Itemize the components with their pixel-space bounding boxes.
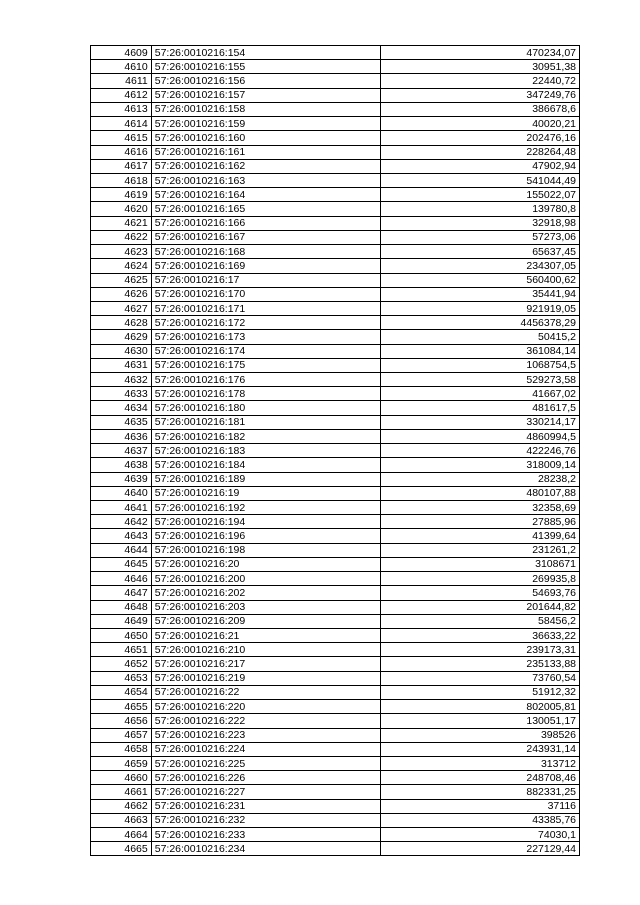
row-number-cell: 4615 — [91, 131, 152, 145]
table-row — [91, 628, 580, 642]
row-number-cell: 4646 — [91, 572, 152, 586]
table-row — [91, 316, 580, 330]
value-cell: 313712 — [380, 756, 579, 770]
table-row — [91, 785, 580, 799]
row-number-cell: 4616 — [91, 145, 152, 159]
row-number-cell: 4618 — [91, 173, 152, 187]
value-cell: 248708,46 — [380, 771, 579, 785]
value-cell: 202476,16 — [380, 131, 579, 145]
table-row — [91, 216, 580, 230]
table-row — [91, 46, 580, 60]
value-cell: 41667,02 — [380, 387, 579, 401]
table-row — [91, 700, 580, 714]
row-number-cell: 4663 — [91, 813, 152, 827]
cadastral-number-cell: 57:26:0010216:182 — [151, 429, 380, 443]
value-cell: 347249,76 — [380, 88, 579, 102]
row-number-cell: 4629 — [91, 330, 152, 344]
value-cell: 318009,14 — [380, 458, 579, 472]
row-number-cell: 4659 — [91, 756, 152, 770]
table-row — [91, 529, 580, 543]
value-cell: 4456378,29 — [380, 316, 579, 330]
table-row — [91, 614, 580, 628]
value-cell: 41399,64 — [380, 529, 579, 543]
value-cell: 57273,06 — [380, 230, 579, 244]
table-row — [91, 145, 580, 159]
cadastral-number-cell: 57:26:0010216:176 — [151, 373, 380, 387]
row-number-cell: 4637 — [91, 444, 152, 458]
table-row — [91, 756, 580, 770]
table-row — [91, 173, 580, 187]
table-row — [91, 742, 580, 756]
cadastral-number-cell: 57:26:0010216:164 — [151, 188, 380, 202]
value-cell: 50415,2 — [380, 330, 579, 344]
table-row — [91, 273, 580, 287]
value-cell: 51912,32 — [380, 685, 579, 699]
table-row — [91, 486, 580, 500]
table-row — [91, 799, 580, 813]
cadastral-number-cell: 57:26:0010216:192 — [151, 501, 380, 515]
table-row — [91, 60, 580, 74]
row-number-cell: 4609 — [91, 46, 152, 60]
value-cell: 529273,58 — [380, 373, 579, 387]
row-number-cell: 4658 — [91, 742, 152, 756]
table-row — [91, 358, 580, 372]
cadastral-number-cell: 57:26:0010216:175 — [151, 358, 380, 372]
value-cell: 386678,6 — [380, 102, 579, 116]
row-number-cell: 4649 — [91, 614, 152, 628]
row-number-cell: 4617 — [91, 159, 152, 173]
value-cell: 802005,81 — [380, 700, 579, 714]
table-row — [91, 159, 580, 173]
cadastral-number-cell: 57:26:0010216:173 — [151, 330, 380, 344]
cadastral-number-cell: 57:26:0010216:203 — [151, 600, 380, 614]
row-number-cell: 4654 — [91, 685, 152, 699]
table-row — [91, 102, 580, 116]
table-row — [91, 401, 580, 415]
cadastral-number-cell: 57:26:0010216:180 — [151, 401, 380, 415]
table-row — [91, 657, 580, 671]
cadastral-number-cell: 57:26:0010216:170 — [151, 287, 380, 301]
table-row — [91, 472, 580, 486]
table-row — [91, 188, 580, 202]
cadastral-number-cell: 57:26:0010216:223 — [151, 728, 380, 742]
table-row — [91, 586, 580, 600]
row-number-cell: 4622 — [91, 230, 152, 244]
cadastral-number-cell: 57:26:0010216:232 — [151, 813, 380, 827]
cadastral-number-cell: 57:26:0010216:217 — [151, 657, 380, 671]
cadastral-number-cell: 57:26:0010216:210 — [151, 643, 380, 657]
cadastral-number-cell: 57:26:0010216:162 — [151, 159, 380, 173]
row-number-cell: 4653 — [91, 671, 152, 685]
row-number-cell: 4614 — [91, 117, 152, 131]
value-cell: 235133,88 — [380, 657, 579, 671]
value-cell: 361084,14 — [380, 344, 579, 358]
value-cell: 330214,17 — [380, 415, 579, 429]
cadastral-number-cell: 57:26:0010216:163 — [151, 173, 380, 187]
cadastral-number-cell: 57:26:0010216:171 — [151, 301, 380, 315]
table-row — [91, 301, 580, 315]
row-number-cell: 4664 — [91, 828, 152, 842]
row-number-cell: 4630 — [91, 344, 152, 358]
table-row — [91, 74, 580, 88]
value-cell: 36633,22 — [380, 628, 579, 642]
value-cell: 22440,72 — [380, 74, 579, 88]
value-cell: 73760,54 — [380, 671, 579, 685]
value-cell: 130051,17 — [380, 714, 579, 728]
value-cell: 231261,2 — [380, 543, 579, 557]
value-cell: 422246,76 — [380, 444, 579, 458]
table-row — [91, 813, 580, 827]
row-number-cell: 4657 — [91, 728, 152, 742]
value-cell: 234307,05 — [380, 259, 579, 273]
row-number-cell: 4662 — [91, 799, 152, 813]
row-number-cell: 4619 — [91, 188, 152, 202]
cadastral-number-cell: 57:26:0010216:165 — [151, 202, 380, 216]
row-number-cell: 4635 — [91, 415, 152, 429]
value-cell: 541044,49 — [380, 173, 579, 187]
table-row — [91, 671, 580, 685]
value-cell: 227129,44 — [380, 842, 579, 856]
cadastral-number-cell: 57:26:0010216:22 — [151, 685, 380, 699]
value-cell: 201644,82 — [380, 600, 579, 614]
cadastral-number-cell: 57:26:0010216:194 — [151, 515, 380, 529]
cadastral-number-cell: 57:26:0010216:174 — [151, 344, 380, 358]
table-row — [91, 458, 580, 472]
cadastral-number-cell: 57:26:0010216:167 — [151, 230, 380, 244]
value-cell: 398526 — [380, 728, 579, 742]
row-number-cell: 4661 — [91, 785, 152, 799]
cadastral-number-cell: 57:26:0010216:19 — [151, 486, 380, 500]
cadastral-number-cell: 57:26:0010216:157 — [151, 88, 380, 102]
value-cell: 32358,69 — [380, 501, 579, 515]
cadastral-number-cell: 57:26:0010216:169 — [151, 259, 380, 273]
table-row — [91, 344, 580, 358]
cadastral-number-cell: 57:26:0010216:183 — [151, 444, 380, 458]
cadastral-number-cell: 57:26:0010216:161 — [151, 145, 380, 159]
row-number-cell: 4621 — [91, 216, 152, 230]
table-row — [91, 771, 580, 785]
cadastral-number-cell: 57:26:0010216:178 — [151, 387, 380, 401]
row-number-cell: 4641 — [91, 501, 152, 515]
value-cell: 480107,88 — [380, 486, 579, 500]
cadastral-number-cell: 57:26:0010216:202 — [151, 586, 380, 600]
cadastral-number-cell: 57:26:0010216:220 — [151, 700, 380, 714]
table-row — [91, 245, 580, 259]
row-number-cell: 4648 — [91, 600, 152, 614]
cadastral-number-cell: 57:26:0010216:226 — [151, 771, 380, 785]
table-row — [91, 515, 580, 529]
cadastral-number-cell: 57:26:0010216:156 — [151, 74, 380, 88]
cadastral-number-cell: 57:26:0010216:227 — [151, 785, 380, 799]
table-row — [91, 501, 580, 515]
row-number-cell: 4623 — [91, 245, 152, 259]
value-cell: 27885,96 — [380, 515, 579, 529]
row-number-cell: 4656 — [91, 714, 152, 728]
cadastral-number-cell: 57:26:0010216:196 — [151, 529, 380, 543]
cadastral-number-cell: 57:26:0010216:231 — [151, 799, 380, 813]
cadastral-number-cell: 57:26:0010216:168 — [151, 245, 380, 259]
row-number-cell: 4613 — [91, 102, 152, 116]
value-cell: 54693,76 — [380, 586, 579, 600]
cadastral-number-cell: 57:26:0010216:233 — [151, 828, 380, 842]
cadastral-number-cell: 57:26:0010216:158 — [151, 102, 380, 116]
row-number-cell: 4631 — [91, 358, 152, 372]
value-cell: 65637,45 — [380, 245, 579, 259]
table-row — [91, 387, 580, 401]
value-cell: 35441,94 — [380, 287, 579, 301]
row-number-cell: 4611 — [91, 74, 152, 88]
value-cell: 30951,38 — [380, 60, 579, 74]
value-cell: 40020,21 — [380, 117, 579, 131]
row-number-cell: 4665 — [91, 842, 152, 856]
row-number-cell: 4634 — [91, 401, 152, 415]
table-row — [91, 842, 580, 856]
table-row — [91, 373, 580, 387]
cadastral-number-cell: 57:26:0010216:225 — [151, 756, 380, 770]
cadastral-number-cell: 57:26:0010216:159 — [151, 117, 380, 131]
table-body — [91, 46, 580, 856]
row-number-cell: 4651 — [91, 643, 152, 657]
value-cell: 239173,31 — [380, 643, 579, 657]
row-number-cell: 4639 — [91, 472, 152, 486]
row-number-cell: 4652 — [91, 657, 152, 671]
cadastral-number-cell: 57:26:0010216:224 — [151, 742, 380, 756]
cadastral-number-cell: 57:26:0010216:166 — [151, 216, 380, 230]
value-cell: 470234,07 — [380, 46, 579, 60]
value-cell: 4860994,5 — [380, 429, 579, 443]
value-cell: 882331,25 — [380, 785, 579, 799]
table-row — [91, 202, 580, 216]
row-number-cell: 4610 — [91, 60, 152, 74]
table-row — [91, 287, 580, 301]
table-row — [91, 88, 580, 102]
table-row — [91, 685, 580, 699]
cadastral-number-cell: 57:26:0010216:184 — [151, 458, 380, 472]
cadastral-number-cell: 57:26:0010216:181 — [151, 415, 380, 429]
row-number-cell: 4642 — [91, 515, 152, 529]
table-row — [91, 572, 580, 586]
cadastral-number-cell: 57:26:0010216:200 — [151, 572, 380, 586]
cadastral-number-cell: 57:26:0010216:209 — [151, 614, 380, 628]
cadastral-number-cell: 57:26:0010216:198 — [151, 543, 380, 557]
value-cell: 481617,5 — [380, 401, 579, 415]
value-cell: 74030,1 — [380, 828, 579, 842]
cadastral-number-cell: 57:26:0010216:154 — [151, 46, 380, 60]
value-cell: 228264,48 — [380, 145, 579, 159]
row-number-cell: 4655 — [91, 700, 152, 714]
value-cell: 3108671 — [380, 557, 579, 571]
cadastral-value-table — [90, 45, 580, 856]
value-cell: 139780,8 — [380, 202, 579, 216]
value-cell: 1068754,5 — [380, 358, 579, 372]
row-number-cell: 4627 — [91, 301, 152, 315]
cadastral-number-cell: 57:26:0010216:160 — [151, 131, 380, 145]
table-row — [91, 330, 580, 344]
table-row — [91, 415, 580, 429]
table-row — [91, 643, 580, 657]
row-number-cell: 4626 — [91, 287, 152, 301]
cadastral-number-cell: 57:26:0010216:21 — [151, 628, 380, 642]
table-row — [91, 828, 580, 842]
value-cell: 560400,62 — [380, 273, 579, 287]
cadastral-number-cell: 57:26:0010216:172 — [151, 316, 380, 330]
table-row — [91, 259, 580, 273]
table-row — [91, 117, 580, 131]
table-row — [91, 131, 580, 145]
row-number-cell: 4632 — [91, 373, 152, 387]
cadastral-number-cell: 57:26:0010216:189 — [151, 472, 380, 486]
value-cell: 58456,2 — [380, 614, 579, 628]
value-cell: 28238,2 — [380, 472, 579, 486]
value-cell: 37116 — [380, 799, 579, 813]
table-row — [91, 230, 580, 244]
value-cell: 32918,98 — [380, 216, 579, 230]
cadastral-number-cell: 57:26:0010216:219 — [151, 671, 380, 685]
row-number-cell: 4624 — [91, 259, 152, 273]
value-cell: 43385,76 — [380, 813, 579, 827]
cadastral-number-cell: 57:26:0010216:155 — [151, 60, 380, 74]
row-number-cell: 4640 — [91, 486, 152, 500]
cadastral-number-cell: 57:26:0010216:234 — [151, 842, 380, 856]
table-row — [91, 714, 580, 728]
value-cell: 155022,07 — [380, 188, 579, 202]
row-number-cell: 4647 — [91, 586, 152, 600]
cadastral-number-cell: 57:26:0010216:17 — [151, 273, 380, 287]
table-row — [91, 543, 580, 557]
row-number-cell: 4650 — [91, 628, 152, 642]
table-row — [91, 600, 580, 614]
value-cell: 47902,94 — [380, 159, 579, 173]
row-number-cell: 4644 — [91, 543, 152, 557]
row-number-cell: 4633 — [91, 387, 152, 401]
cadastral-number-cell: 57:26:0010216:20 — [151, 557, 380, 571]
table-row — [91, 557, 580, 571]
row-number-cell: 4625 — [91, 273, 152, 287]
value-cell: 269935,8 — [380, 572, 579, 586]
value-cell: 243931,14 — [380, 742, 579, 756]
row-number-cell: 4645 — [91, 557, 152, 571]
row-number-cell: 4628 — [91, 316, 152, 330]
table-row — [91, 429, 580, 443]
row-number-cell: 4620 — [91, 202, 152, 216]
row-number-cell: 4638 — [91, 458, 152, 472]
row-number-cell: 4636 — [91, 429, 152, 443]
cadastral-number-cell: 57:26:0010216:222 — [151, 714, 380, 728]
table-row — [91, 728, 580, 742]
table-row — [91, 444, 580, 458]
row-number-cell: 4643 — [91, 529, 152, 543]
row-number-cell: 4612 — [91, 88, 152, 102]
row-number-cell: 4660 — [91, 771, 152, 785]
value-cell: 921919,05 — [380, 301, 579, 315]
